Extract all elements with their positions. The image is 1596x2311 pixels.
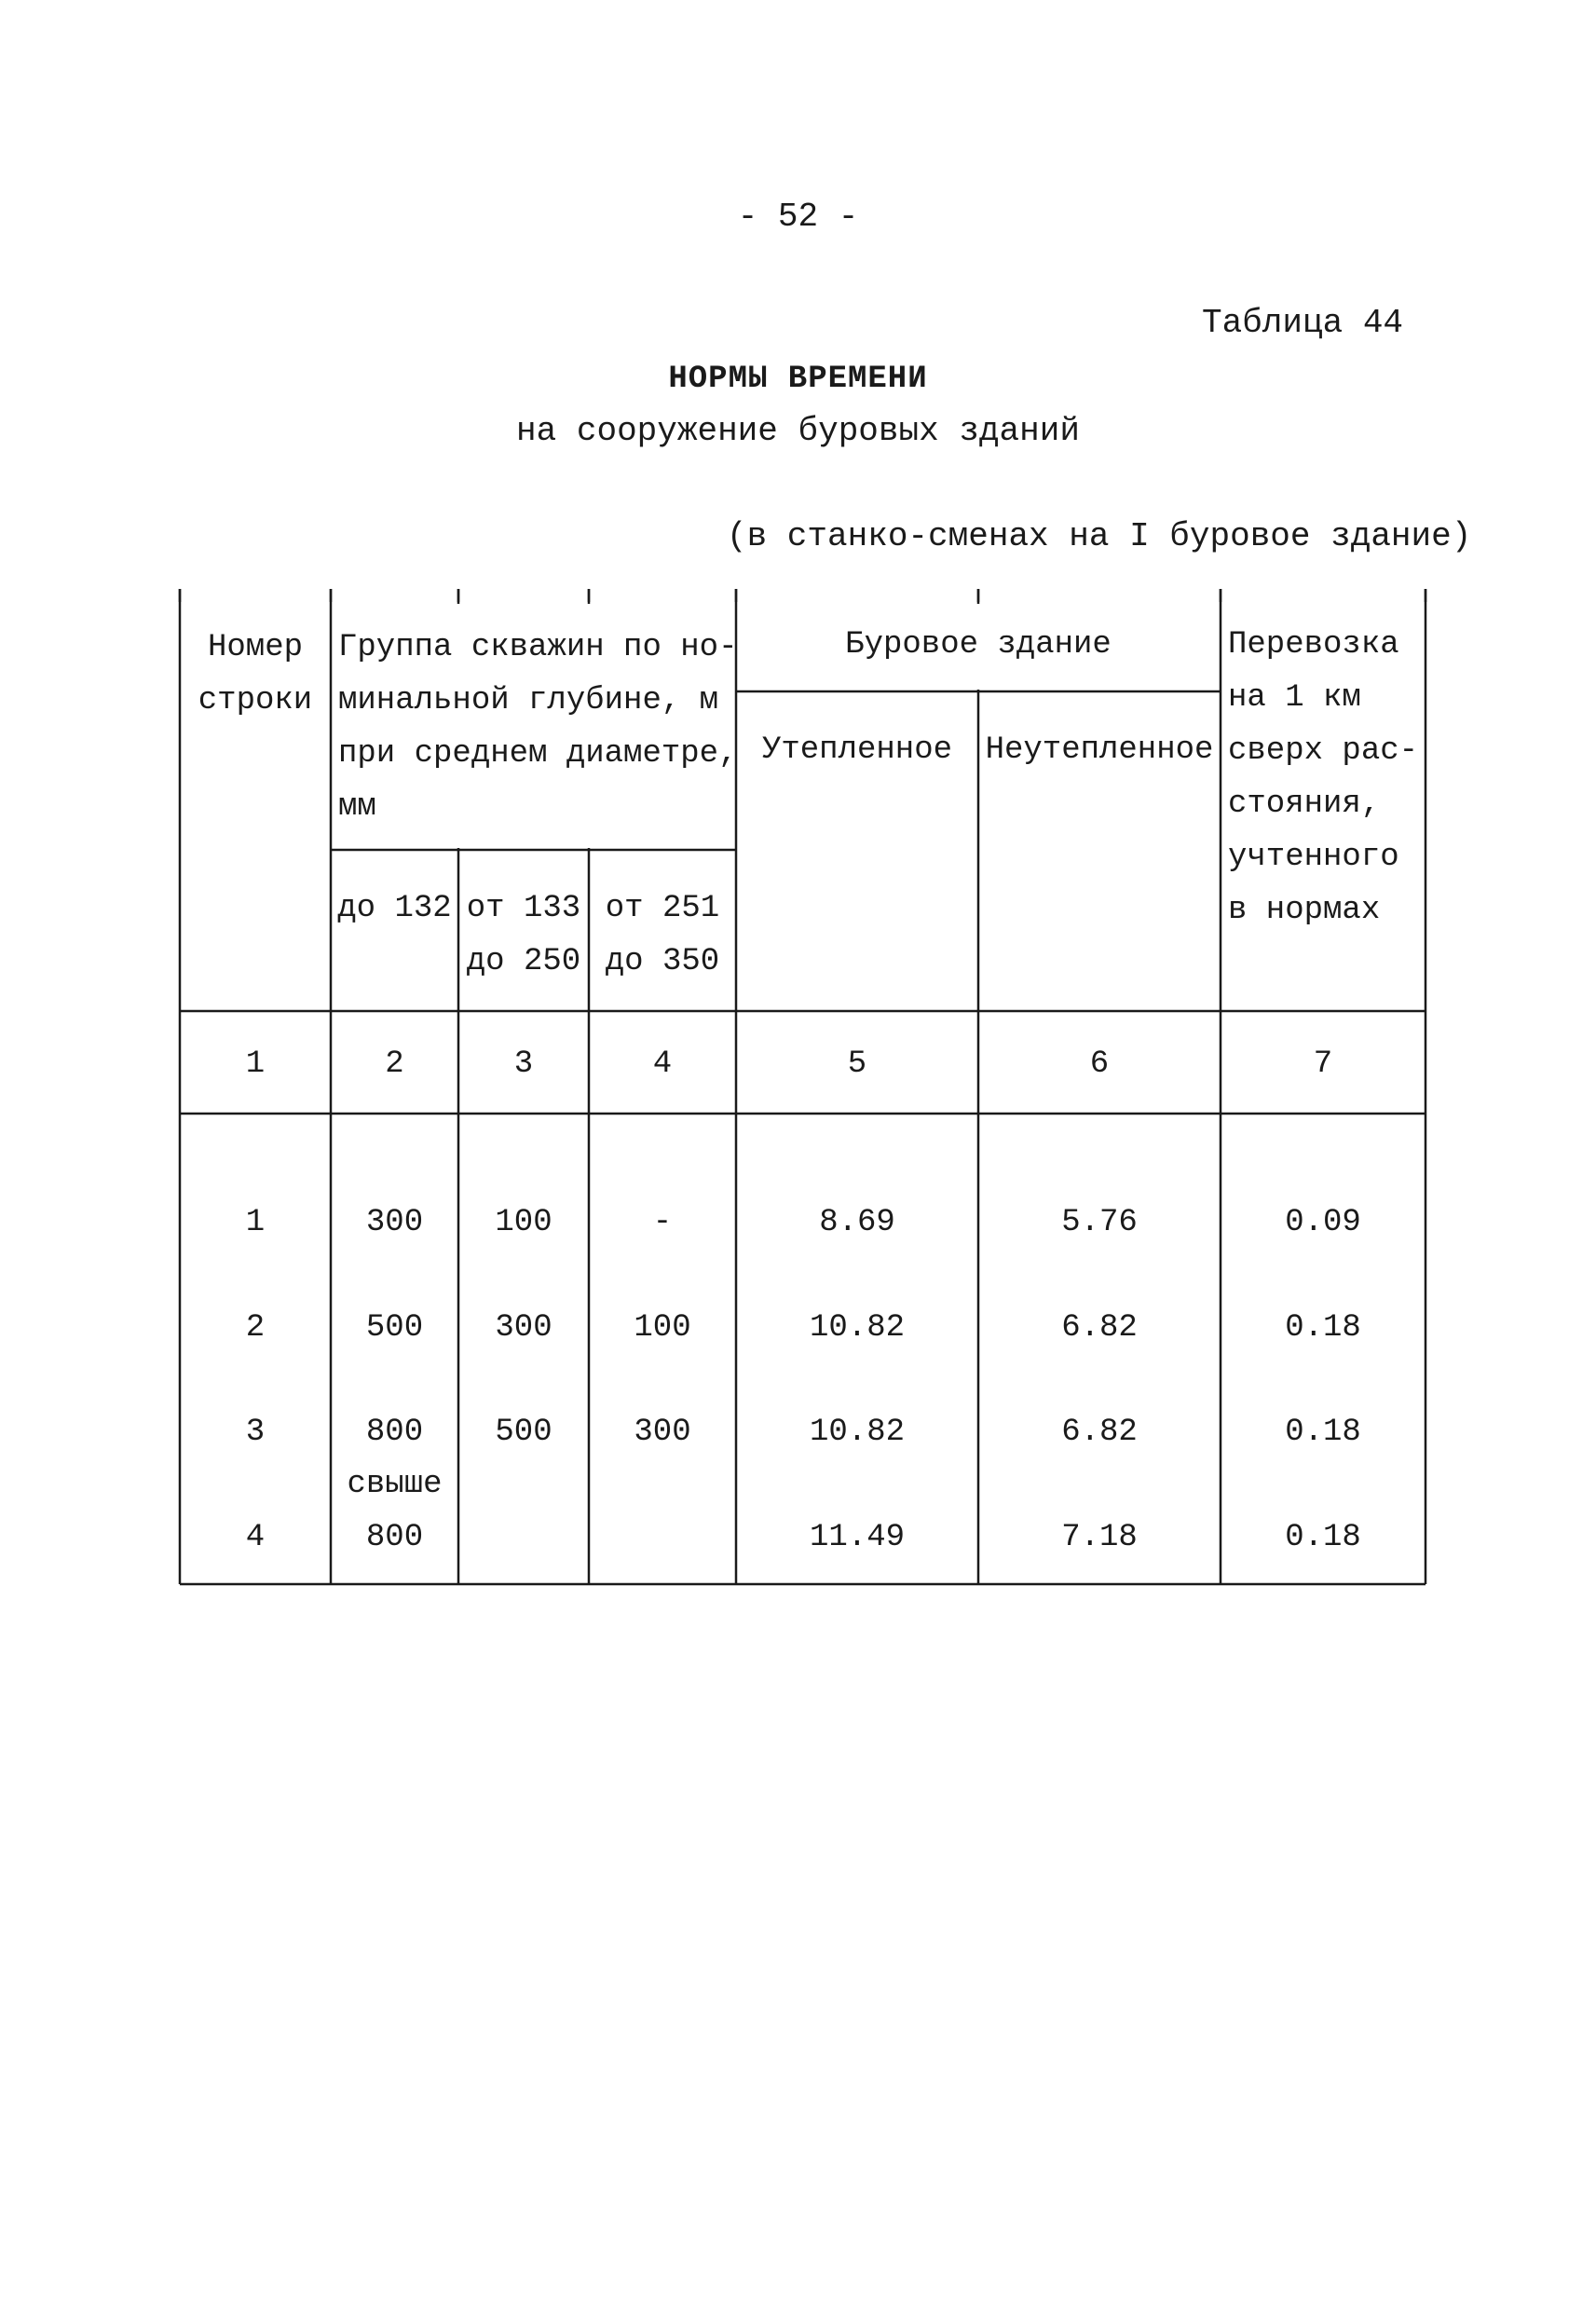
table-caption: Таблица 44 <box>1202 304 1404 342</box>
header-building: Буровое здание <box>845 627 1112 663</box>
header-col1-line1: Номер <box>207 630 304 665</box>
header-transport-line-1: Перевозка <box>1228 627 1399 663</box>
column-number-6: 6 <box>1089 1046 1110 1082</box>
row-2-c3: 300 <box>495 1310 552 1346</box>
header-sub3-line2: до 250 <box>466 944 581 979</box>
row-1-c7: 0.09 <box>1285 1205 1361 1240</box>
page-number: - 52 - <box>737 198 859 236</box>
header-group-line-3: при среднем диаметре, <box>338 736 738 772</box>
row-3-c4: 300 <box>634 1415 691 1450</box>
row-3-c3: 500 <box>495 1415 552 1450</box>
column-number-2: 2 <box>385 1046 404 1082</box>
header-sub3-line1: от 133 <box>466 891 581 926</box>
row-2-c6: 6.82 <box>1061 1310 1138 1346</box>
header-sub4-line2: до 350 <box>605 944 720 979</box>
row-2-c7: 0.18 <box>1285 1310 1361 1346</box>
row-3-c2: 800 <box>365 1415 424 1450</box>
row-3-c5: 10.82 <box>809 1415 906 1450</box>
document-subtitle: на сооружение буровых зданий <box>516 412 1080 450</box>
row-1-c4: - <box>652 1205 673 1240</box>
header-group-line-4: мм <box>338 789 376 825</box>
header-warm: Утепленное <box>761 732 953 768</box>
row-3-c7: 0.18 <box>1285 1415 1361 1450</box>
column-number-3: 3 <box>513 1046 534 1082</box>
row-2-number: 2 <box>245 1310 266 1346</box>
header-transport-line-2: на 1 км <box>1228 680 1361 716</box>
row-1-number: 1 <box>245 1205 266 1240</box>
header-transport-line-4: стояния, <box>1228 786 1381 822</box>
row-2-c5: 10.82 <box>809 1310 906 1346</box>
row-1-c6: 5.76 <box>1061 1205 1138 1240</box>
row-3-number: 3 <box>245 1415 266 1450</box>
row-1-c5: 8.69 <box>819 1205 895 1240</box>
column-number-1: 1 <box>245 1046 266 1082</box>
header-group-line-1: Группа скважин по но- <box>338 630 738 665</box>
row-1-c2: 300 <box>365 1205 424 1240</box>
header-col1-line2: строки <box>198 683 313 718</box>
header-sub2-line1: до 132 <box>337 891 452 926</box>
row-4-c2-line2: 800 <box>365 1520 424 1555</box>
header-transport-line-5: учтенного <box>1228 840 1399 875</box>
header-transport-line-3: сверх рас- <box>1228 733 1419 769</box>
column-number-5: 5 <box>847 1046 867 1082</box>
header-sub4-line1: от 251 <box>605 891 720 926</box>
row-4-c7: 0.18 <box>1285 1520 1361 1555</box>
units-note: (в станко-сменах на I буровое здание) <box>727 517 1472 555</box>
row-1-c3: 100 <box>495 1205 552 1240</box>
column-number-4: 4 <box>652 1046 673 1082</box>
column-number-7: 7 <box>1313 1046 1333 1082</box>
document-title: НОРМЫ ВРЕМЕНИ <box>668 362 928 397</box>
row-2-c2: 500 <box>365 1310 424 1346</box>
row-4-c5: 11.49 <box>809 1520 906 1555</box>
table-cells <box>198 627 1418 1555</box>
row-4-c2-line1: свыше <box>347 1467 443 1502</box>
header-group-line-2: минальной глубине, м <box>338 683 719 718</box>
header-cold: Неутепленное <box>985 732 1214 768</box>
row-4-c6: 7.18 <box>1061 1520 1138 1555</box>
row-4-number: 4 <box>245 1520 266 1555</box>
row-2-c4: 100 <box>634 1310 691 1346</box>
row-3-c6: 6.82 <box>1061 1415 1138 1450</box>
header-transport-line-6: в нормах <box>1228 893 1381 928</box>
